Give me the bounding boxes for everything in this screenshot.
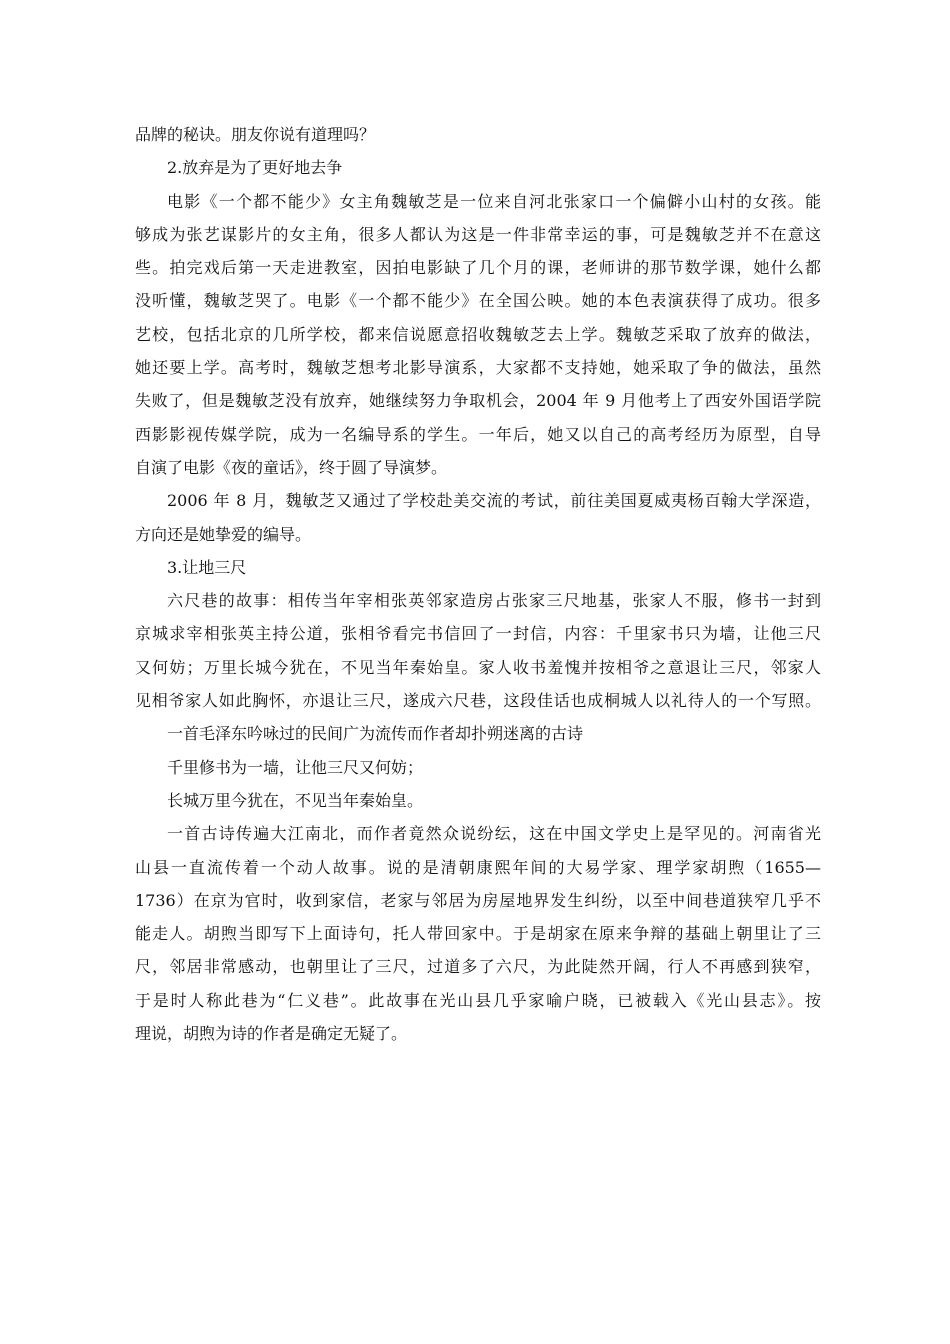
text-line: 六尺巷的故事：相传当年宰相张英邻家造房占张家三尺地基，张家人不服，修书一封到 (167, 591, 821, 611)
text-line: 一首毛泽东吟咏过的民间广为流传而作者却扑朔迷离的古诗 (167, 724, 584, 744)
text-line: 没听懂，魏敏芝哭了。电影《一个都不能少》在全国公映。她的本色表演获得了成功。很多 (135, 291, 821, 311)
text-line: 山县一直流传着一个动人故事。说的是清朝康熙年间的大易学家、理学家胡煦（1655— (135, 857, 821, 877)
text-line: 艺校，包括北京的几所学校，都来信说愿意招收魏敏芝去上学。魏敏芝采取了放弃的做法， (135, 324, 821, 344)
text-line: 2006 年 8 月，魏敏芝又通过了学校赴美交流的考试，前往美国夏威夷杨百翰大学深造， (167, 491, 821, 511)
text-line: 一首古诗传遍大江南北，而作者竟然众说纷纭，这在中国文学史上是罕见的。河南省光 (167, 824, 821, 844)
text-line: 西影影视传媒学院，成为一名编导系的学生。一年后，她又以自己的高考经历为原型，自导 (135, 424, 821, 444)
text-line: 失败了，但是魏敏芝没有放弃，她继续努力争取机会，2004 年 9 月他考上了西安外国语学院 (135, 391, 821, 411)
section-heading: 2.放弃是为了更好地去争 (167, 158, 343, 178)
text-line: 够成为张艺谋影片的女主角，很多人都认为这是一件非常幸运的事，可是魏敏芝并不在意这 (135, 224, 821, 244)
poem-line: 千里修书为一墙，让他三尺又何妨； (167, 757, 424, 777)
document-page (135, 118, 821, 1050)
text-line: 能走人。胡煦当即写下上面诗句，托人带回家中。于是胡家在原来争辩的基础上朝里让了三 (135, 924, 821, 944)
text-line: 1736）在京为官时，收到家信，老家与邻居为房屋地界发生纠纷，以至中间巷道狭窄几乎不 (135, 890, 821, 910)
text-line: 些。拍完戏后第一天走进教室，因拍电影缺了几个月的课，老师讲的那节数学课，她什么都 (135, 258, 821, 278)
text-line: 方向还是她挚爱的编导。 (135, 524, 312, 544)
text-line: 京城求宰相张英主持公道，张相爷看完书信回了一封信，内容：千里家书只为墙，让他三尺 (135, 624, 821, 644)
text-line: 电影《一个都不能少》女主角魏敏芝是一位来自河北张家口一个偏僻小山村的女孩。能 (167, 191, 821, 211)
text-line: 又何妨；万里长城今犹在，不见当年秦始皇。家人收书羞愧并按相爷之意退让三尺，邻家人 (135, 657, 821, 677)
text-line: 她还要上学。高考时，魏敏芝想考北影导演系，大家都不支持她，她采取了争的做法，虽然 (135, 358, 821, 378)
text-line: 理说，胡煦为诗的作者是确定无疑了。 (135, 1024, 408, 1044)
text-line: 自演了电影《夜的童话》，终于圆了导演梦。 (135, 457, 448, 477)
poem-line: 长城万里今犹在，不见当年秦始皇。 (167, 790, 424, 810)
text-line: 品牌的秘诀。朋友你说有道理吗？ (135, 125, 376, 144)
text-line: 尺，邻居非常感动，也朝里让了三尺，过道多了六尺，为此陡然开阔，行人不再感到狭窄， (135, 957, 821, 977)
text-line: 见相爷家人如此胸怀，亦退让三尺，遂成六尺巷，这段佳话也成桐城人以礼待人的一个写照。 (135, 691, 821, 711)
text-line: 于是时人称此巷为“仁义巷”。此故事在光山县几乎家喻户晓，已被载入《光山县志》。按 (135, 990, 821, 1010)
section-heading: 3.让地三尺 (167, 557, 247, 577)
